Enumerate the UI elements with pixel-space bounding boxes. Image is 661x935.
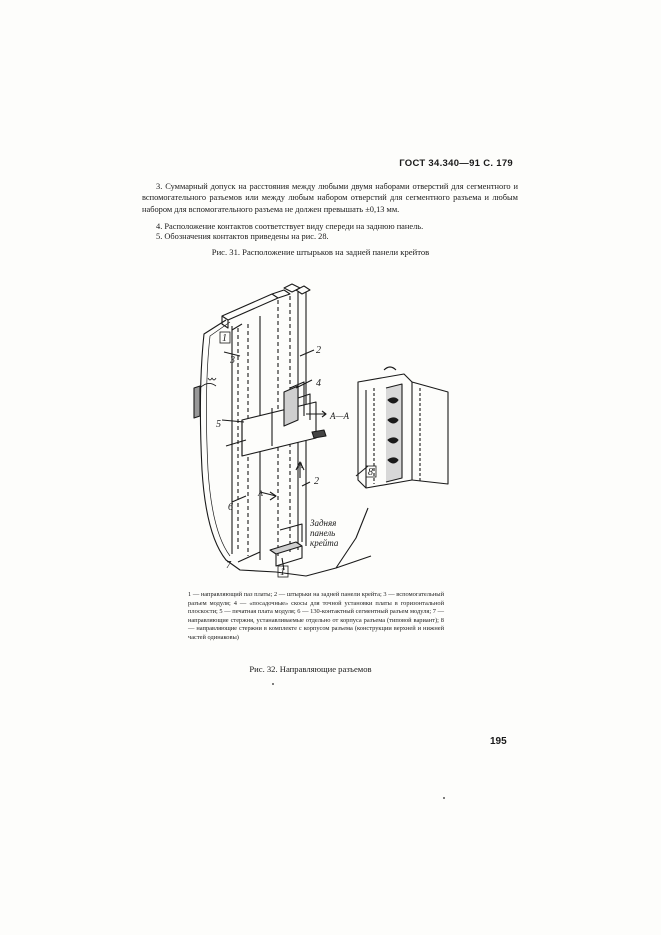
label-4: 4: [316, 378, 321, 389]
label-7: 7: [226, 560, 231, 571]
paragraph-4-text: 4. Расположение контактов соответствует виду спереди на заднюю панель.: [156, 222, 424, 231]
scan-speck: [443, 797, 445, 799]
panel-label-line3: крейта: [310, 538, 339, 548]
arrow-label-a-left: А: [258, 489, 263, 498]
panel-label-line1: Задняя: [310, 518, 337, 528]
label-8: 8: [368, 467, 373, 478]
connector-guide-drawing: [186, 270, 486, 590]
section-label: А—А: [330, 411, 349, 421]
figure-31-caption: Рис. 31. Расположение штырьков на задней панели крейтов: [211, 247, 430, 257]
label-2-top: 2: [316, 345, 321, 356]
paragraph-3: [142, 181, 518, 215]
panel-label-line2: панель: [310, 528, 336, 538]
figure-32-caption: Рис. 32. Направляющие разъемов: [249, 664, 372, 674]
paragraph-5-text: 5. Обозначения контактов приведены на рис. 28.: [156, 232, 329, 241]
label-5: 5: [216, 419, 221, 430]
page-header: ГОСТ 34.340—91 С. 179: [399, 158, 513, 169]
figure-legend: 1 — направляющий паз платы; 2 — штырьки на задней панели крейта; 3 — вспомогательный разъем модуля; 4 — «посадочные» скосы для точной установки платы в горизонтальной плоскости; 5 — печатная плата модуля; 6 — 130-контактный сегментный разъем модуля; 7 — направляющие стержня, устанавливаемые отдельно от корпуса разъема (типовой вариант); 8 — направляющие стержни в комплекте с корпусом разъема (конструкции верхней и нижней частей одинаковы): [188, 591, 444, 641]
scan-speck: [272, 683, 274, 685]
paragraph-5: [142, 231, 518, 242]
arrow-label-a-right: А: [298, 461, 303, 470]
label-3: 3: [230, 355, 235, 366]
paragraph-3-text: 3. Суммарный допуск на расстояния между любыми двумя наборами отверстий для сегментного и вспомогательного разъемов или между любым набором отверстий для сегментного разъема и любым набором для вспомогательного разъема не должен превышать ±0,13 мм.: [142, 182, 518, 214]
label-2-mid: 2: [314, 476, 319, 487]
label-1-top: 1: [222, 333, 227, 344]
label-6: 6: [228, 502, 233, 513]
label-1-bottom: 1: [280, 567, 285, 578]
page-number: 195: [490, 736, 507, 747]
